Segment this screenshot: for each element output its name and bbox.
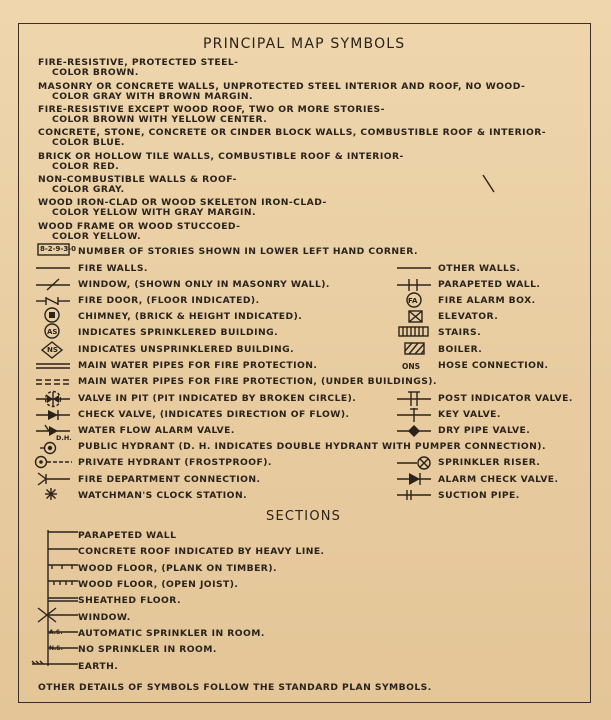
symbol-label-check-valve: CHECK VALVE, (INDICATES DIRECTION OF FLOW). <box>78 409 350 420</box>
hose-connection-glyph: ONS <box>402 362 421 371</box>
construction-color: COLOR GRAY WITH BROWN MARGIN. <box>52 91 253 102</box>
symbol-label-alarm-check-valve: ALARM CHECK VALVE. <box>438 474 559 485</box>
symbol-label-fire-dept-connection: FIRE DEPARTMENT CONNECTION. <box>78 474 261 485</box>
section-no-sprinkler: NO SPRINKLER IN ROOM. <box>78 644 217 655</box>
symbol-label-other-walls: OTHER WALLS. <box>438 263 521 274</box>
post-indicator-valve-icon <box>397 391 433 407</box>
watchman-clock-icon <box>44 487 58 501</box>
section-tag-ns: N.S. <box>49 645 63 652</box>
construction-color: COLOR GRAY. <box>52 184 125 195</box>
symbol-label-elevator: ELEVATOR. <box>438 311 499 322</box>
window-slash-icon <box>36 278 72 292</box>
symbol-label-window: WINDOW, (SHOWN ONLY IN MASONRY WALL). <box>78 279 330 290</box>
boiler-icon <box>404 342 426 356</box>
construction-line: WOOD IRON-CLAD OR WOOD SKELETON IRON-CLAD- <box>38 197 327 208</box>
footer-note: OTHER DETAILS OF SYMBOLS FOLLOW THE STANDARD PLAN SYMBOLS. <box>38 682 432 693</box>
symbol-label-unsprinklered: INDICATES UNSPRINKLERED BUILDING. <box>78 344 295 355</box>
symbol-label-hose-connection: HOSE CONNECTION. <box>438 360 549 371</box>
construction-color: COLOR YELLOW. <box>52 231 142 242</box>
other-wall-line-icon <box>397 264 433 272</box>
section-tag-as: A.S. <box>49 629 63 636</box>
construction-color: COLOR BROWN WITH YELLOW CENTER. <box>52 114 268 125</box>
section-concrete-roof: CONCRETE ROOF INDICATED BY HEAVY LINE. <box>78 546 325 557</box>
symbol-label-post-indicator-valve: POST INDICATOR VALVE. <box>438 393 573 404</box>
section-sheathed-floor: SHEATHED FLOOR. <box>78 595 181 606</box>
section-window: WINDOW. <box>78 612 131 623</box>
symbol-label-parapeted-wall: PARAPETED WALL. <box>438 279 541 290</box>
section-earth: EARTH. <box>78 661 119 672</box>
water-main-dashed-line-icon <box>36 377 72 387</box>
sprinkler-riser-icon <box>397 455 433 471</box>
sections-title: SECTIONS <box>266 509 342 524</box>
check-valve-icon <box>36 408 72 422</box>
dry-pipe-valve-icon <box>397 424 433 438</box>
symbol-label-fire-alarm-box: FIRE ALARM BOX. <box>438 295 536 306</box>
public-hydrant-dh-tag: D.H. <box>56 434 72 442</box>
symbol-label-private-hydrant: PRIVATE HYDRANT (FROSTPROOF). <box>78 457 272 468</box>
symbol-label-sprinkler-riser: SPRINKLER RISER. <box>438 457 541 468</box>
construction-line: MASONRY OR CONCRETE WALLS, UNPROTECTED STEEL INTERIOR AND ROOF, NO WOOD- <box>38 81 526 92</box>
construction-color: COLOR BROWN. <box>52 67 139 78</box>
symbol-label-sprinklered: INDICATES SPRINKLERED BUILDING. <box>78 327 279 338</box>
fire-alarm-box-glyph: FA <box>408 297 418 305</box>
section-automatic-sprinkler: AUTOMATIC SPRINKLER IN ROOM. <box>78 628 265 639</box>
construction-line: NON-COMBUSTIBLE WALLS & ROOF- <box>38 174 237 185</box>
stairs-icon <box>398 326 430 338</box>
symbol-label-water-main-under: MAIN WATER PIPES FOR FIRE PROTECTION, (UNDER BUILDINGS). <box>78 376 437 387</box>
construction-line: FIRE-RESISTIVE, PROTECTED STEEL- <box>38 57 239 68</box>
symbol-label-stairs: STAIRS. <box>438 327 482 338</box>
construction-line: FIRE-RESISTIVE EXCEPT WOOD ROOF, TWO OR MORE STORIES- <box>38 104 385 115</box>
key-valve-icon <box>397 407 433 423</box>
water-main-double-line-icon <box>36 361 72 371</box>
symbol-label-suction-pipe: SUCTION PIPE. <box>438 490 520 501</box>
symbol-label-public-hydrant: PUBLIC HYDRANT (D. H. INDICATES DOUBLE HYDRANT WITH PUMPER CONNECTION). <box>78 441 546 452</box>
construction-color: COLOR YELLOW WITH GRAY MARGIN. <box>52 207 256 218</box>
symbol-label-water-main: MAIN WATER PIPES FOR FIRE PROTECTION. <box>78 360 318 371</box>
alarm-check-valve-icon <box>397 472 433 486</box>
construction-line: CONCRETE, STONE, CONCRETE OR CINDER BLOCK WALLS, COMBUSTIBLE ROOF & INTERIOR- <box>38 127 547 138</box>
symbol-label-key-valve: KEY VALVE. <box>438 409 501 420</box>
fire-door-icon <box>36 294 72 308</box>
valve-in-pit-icon <box>36 390 72 408</box>
symbol-label-chimney: CHIMNEY, (BRICK & HEIGHT INDICATED). <box>78 311 303 322</box>
symbol-label-valve-in-pit: VALVE IN PIT (PIT INDICATED BY BROKEN CIRCLE). <box>78 393 357 404</box>
symbol-label-water-flow-alarm: WATER FLOW ALARM VALVE. <box>78 425 235 436</box>
fire-dept-connection-icon <box>36 471 72 487</box>
construction-color: COLOR BLUE. <box>52 137 125 148</box>
section-wood-floor-plank: WOOD FLOOR, (PLANK ON TIMBER). <box>78 563 277 574</box>
private-hydrant-icon <box>34 455 74 469</box>
construction-line: WOOD FRAME OR WOOD STUCCOED- <box>38 221 241 232</box>
unsprinklered-glyph: NS <box>47 346 58 354</box>
suction-pipe-icon <box>397 488 433 502</box>
symbol-label-watchman-clock: WATCHMAN'S CLOCK STATION. <box>78 490 248 501</box>
parapeted-wall-icon <box>397 278 433 292</box>
construction-color: COLOR RED. <box>52 161 120 172</box>
stray-pen-mark <box>482 174 496 194</box>
section-wood-floor-open-joist: WOOD FLOOR, (OPEN JOIST). <box>78 579 239 590</box>
section-parapeted-wall: PARAPETED WALL <box>78 530 177 541</box>
elevator-icon <box>408 310 424 324</box>
symbol-label-boiler: BOILER. <box>438 344 483 355</box>
page-title: PRINCIPAL MAP SYMBOLS <box>203 36 406 52</box>
sprinklered-glyph: AS <box>47 328 58 336</box>
stories-label: NUMBER OF STORIES SHOWN IN LOWER LEFT HAND CORNER. <box>78 246 418 257</box>
construction-line: BRICK OR HOLLOW TILE WALLS, COMBUSTIBLE ROOF & INTERIOR- <box>38 151 404 162</box>
symbol-label-fire-door: FIRE DOOR, (FLOOR INDICATED). <box>78 295 260 306</box>
stories-badge-text: 8-2-9-3-0 <box>40 245 76 253</box>
fire-wall-line-icon <box>36 264 72 272</box>
symbol-label-dry-pipe-valve: DRY PIPE VALVE. <box>438 425 531 436</box>
symbol-label-fire-walls: FIRE WALLS. <box>78 263 148 274</box>
